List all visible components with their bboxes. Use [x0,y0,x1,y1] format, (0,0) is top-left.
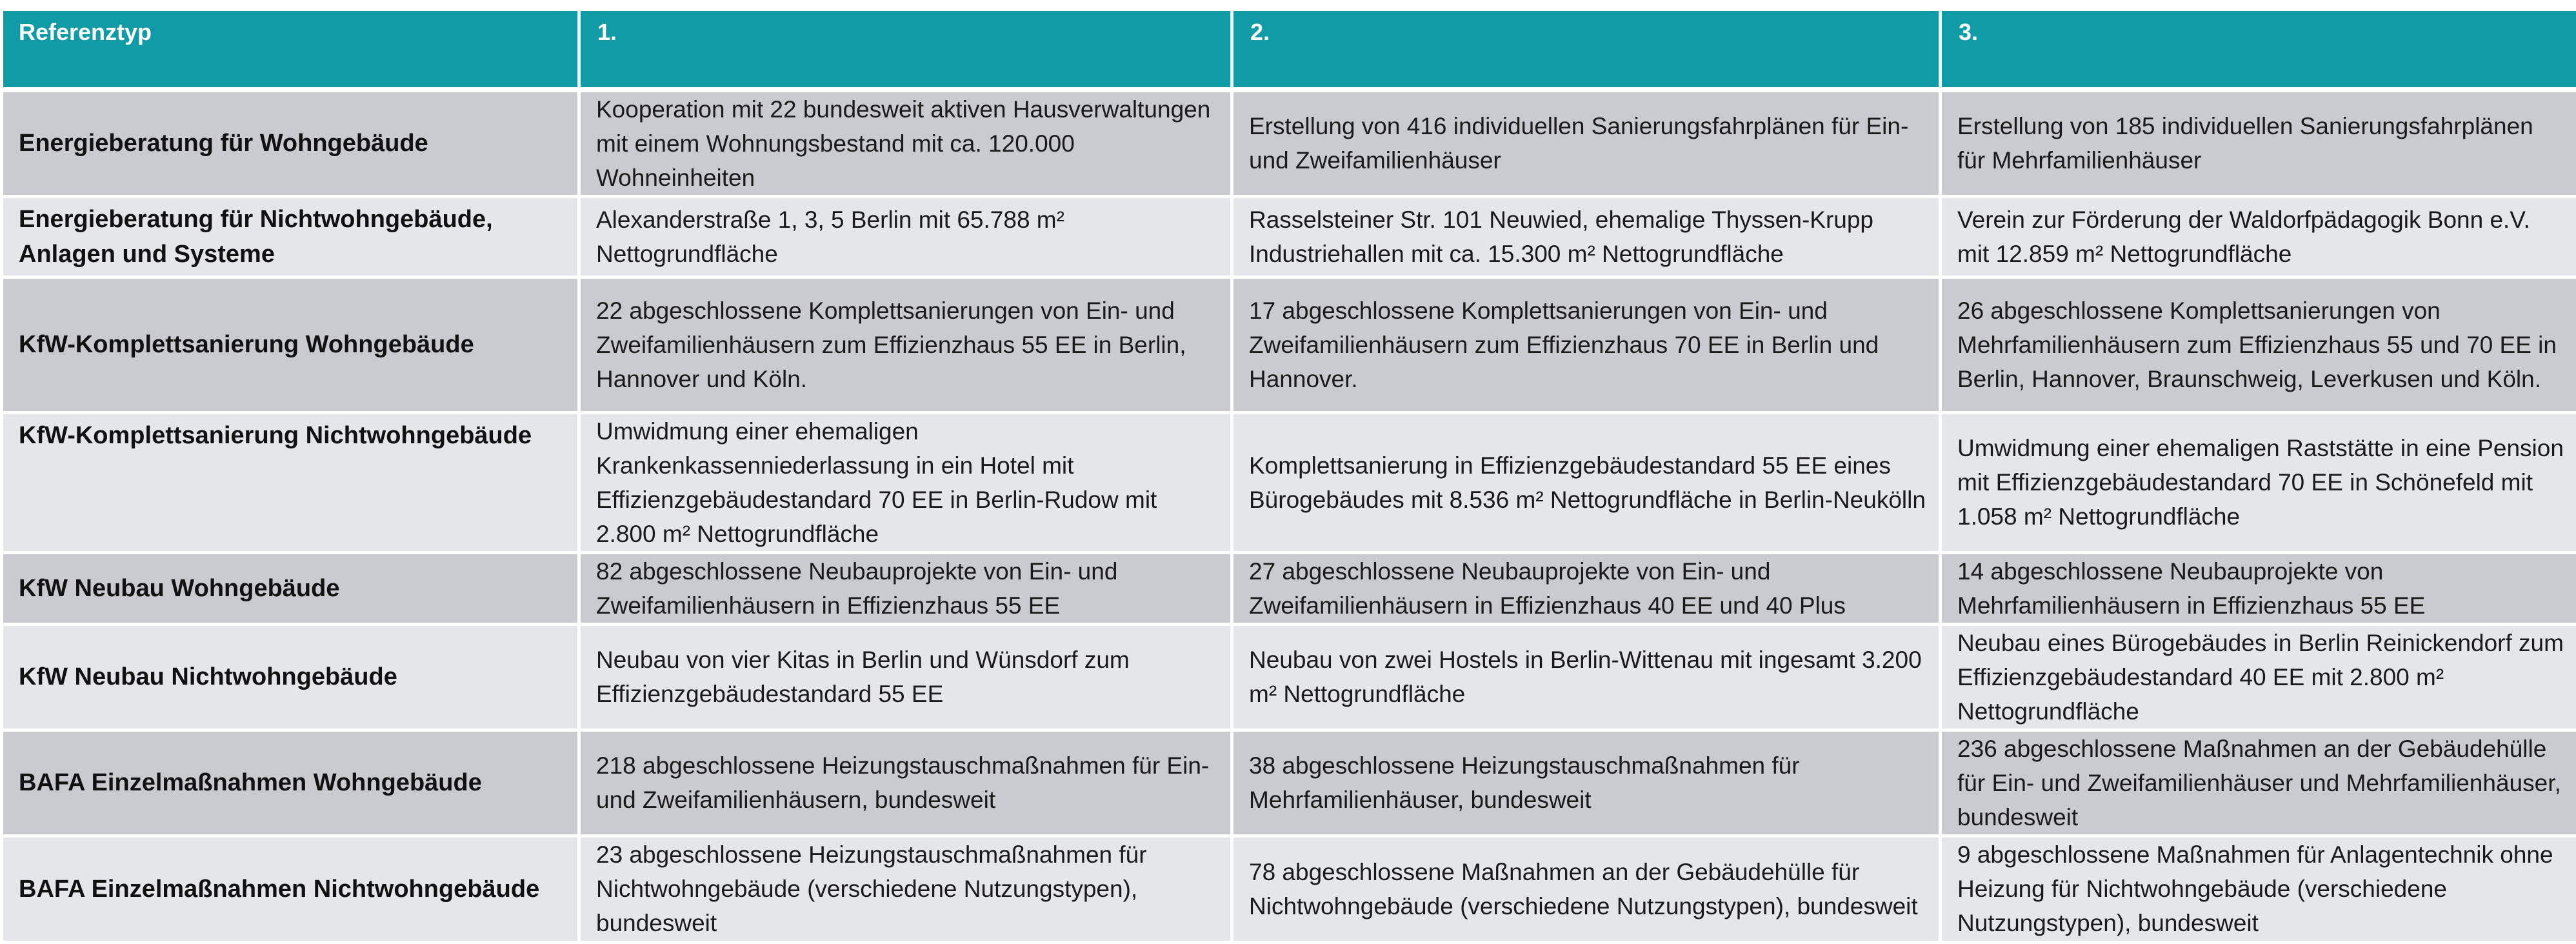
cell-reference-1: 22 abgeschlossene Komplettsanierungen von Ein- und Zweifamilienhäusern zum Effizienzhaus 55 EE in Berlin, Hannover und Köln. [579,277,1232,412]
cell-reference-2: 78 abgeschlossene Maßnahmen an der Gebäudehülle für Nichtwohngebäude (verschiedene Nutzungstypen), bundesweit [1232,836,1941,942]
row-reference-type: KfW-Komplettsanierung Nichtwohngebäude [2,412,579,552]
table-row [2,624,2576,730]
cell-reference-2: Komplettsanierung in Effizienzgebäudestandard 55 EE eines Bürogebäudes mit 8.536 m² Nettogrundfläche in Berlin-Neukölln [1232,412,1941,552]
row-reference-type: BAFA Einzelmaßnahmen Nichtwohngebäude [2,836,579,942]
cell-reference-1: 218 abgeschlossene Heizungstauschmaßnahmen für Ein- und Zweifamilienhäusern, bundesweit [579,730,1232,836]
table-row [2,412,2576,552]
reference-table [0,8,2576,944]
cell-reference-3: 236 abgeschlossene Maßnahmen an der Gebäudehülle für Ein- und Zweifamilienhäuser und Mehrfamilienhäuser, bundesweit [1941,730,2576,836]
cell-reference-3: Umwidmung einer ehemaligen Raststätte in eine Pension mit Effizienzgebäudestandard 70 EE in Schönefeld mit 1.058 m² Nettogrundfläche [1941,412,2576,552]
table-row [2,90,2576,197]
row-reference-type: Energieberatung für Nichtwohngebäude, Anlagen und Systeme [2,196,579,277]
header-row [2,10,2576,90]
row-reference-type: KfW-Komplettsanierung Wohngebäude [2,277,579,412]
header-reference-type: Referenztyp [2,10,579,90]
row-reference-type: BAFA Einzelmaßnahmen Wohngebäude [2,730,579,836]
cell-reference-3: 26 abgeschlossene Komplettsanierungen von Mehrfamilienhäusern zum Effizienzhaus 55 und 70 EE in Berlin, Hannover, Braunschweig, Leverkusen und Köln. [1941,277,2576,412]
row-reference-type: Energieberatung für Wohngebäude [2,90,579,197]
table-header [2,10,2576,90]
table-row [2,277,2576,412]
table-row [2,196,2576,277]
cell-reference-2: 38 abgeschlossene Heizungstauschmaßnahmen für Mehrfamilienhäuser, bundesweit [1232,730,1941,836]
cell-reference-2: Rasselsteiner Str. 101 Neuwied, ehemalige Thyssen-Krupp Industriehallen mit ca. 15.300 m² Nettogrundfläche [1232,196,1941,277]
cell-reference-3: Neubau eines Bürogebäudes in Berlin Reinickendorf zum Effizienzgebäudestandard 40 EE mit 2.800 m² Nettogrundfläche [1941,624,2576,730]
cell-reference-2: 17 abgeschlossene Komplettsanierungen von Ein- und Zweifamilienhäusern zum Effizienzhaus 70 EE in Berlin und Hannover. [1232,277,1941,412]
cell-reference-2: Neubau von zwei Hostels in Berlin-Wittenau mit ingesamt 3.200 m² Nettogrundfläche [1232,624,1941,730]
cell-reference-3: Verein zur Förderung der Waldorfpädagogik Bonn e.V. mit 12.859 m² Nettogrundfläche [1941,196,2576,277]
row-reference-type: KfW Neubau Wohngebäude [2,552,579,624]
table-body [2,90,2576,943]
table-row [2,836,2576,942]
row-reference-type: KfW Neubau Nichtwohngebäude [2,624,579,730]
cell-reference-1: Alexanderstraße 1, 3, 5 Berlin mit 65.788 m² Nettogrundfläche [579,196,1232,277]
cell-reference-1: Kooperation mit 22 bundesweit aktiven Hausverwaltungen mit einem Wohnungsbestand mit ca. 120.000 Wohneinheiten [579,90,1232,197]
header-column-3: 3. [1941,10,2576,90]
reference-table-container [0,8,2576,944]
cell-reference-2: 27 abgeschlossene Neubauprojekte von Ein- und Zweifamilienhäusern in Effizienzhaus 40 EE und 40 Plus [1232,552,1941,624]
table-row [2,730,2576,836]
cell-reference-1: 23 abgeschlossene Heizungstauschmaßnahmen für Nichtwohngebäude (verschiedene Nutzungstypen), bundesweit [579,836,1232,942]
header-column-2: 2. [1232,10,1941,90]
cell-reference-1: 82 abgeschlossene Neubauprojekte von Ein- und Zweifamilienhäusern in Effizienzhaus 55 EE [579,552,1232,624]
cell-reference-1: Umwidmung einer ehemaligen Krankenkassenniederlassung in ein Hotel mit Effizienzgebäudestandard 70 EE in Berlin-Rudow mit 2.800 m² Nettogrundfläche [579,412,1232,552]
cell-reference-3: 9 abgeschlossene Maßnahmen für Anlagentechnik ohne Heizung für Nichtwohngebäude (verschiedene Nutzungstypen), bundesweit [1941,836,2576,942]
header-column-1: 1. [579,10,1232,90]
cell-reference-1: Neubau von vier Kitas in Berlin und Wünsdorf zum Effizienzgebäudestandard 55 EE [579,624,1232,730]
table-row [2,552,2576,624]
cell-reference-3: 14 abgeschlossene Neubauprojekte von Mehrfamilienhäusern in Effizienzhaus 55 EE [1941,552,2576,624]
cell-reference-2: Erstellung von 416 individuellen Sanierungsfahrplänen für Ein- und Zweifamilienhäuser [1232,90,1941,197]
cell-reference-3: Erstellung von 185 individuellen Sanierungsfahrplänen für Mehrfamilienhäuser [1941,90,2576,197]
